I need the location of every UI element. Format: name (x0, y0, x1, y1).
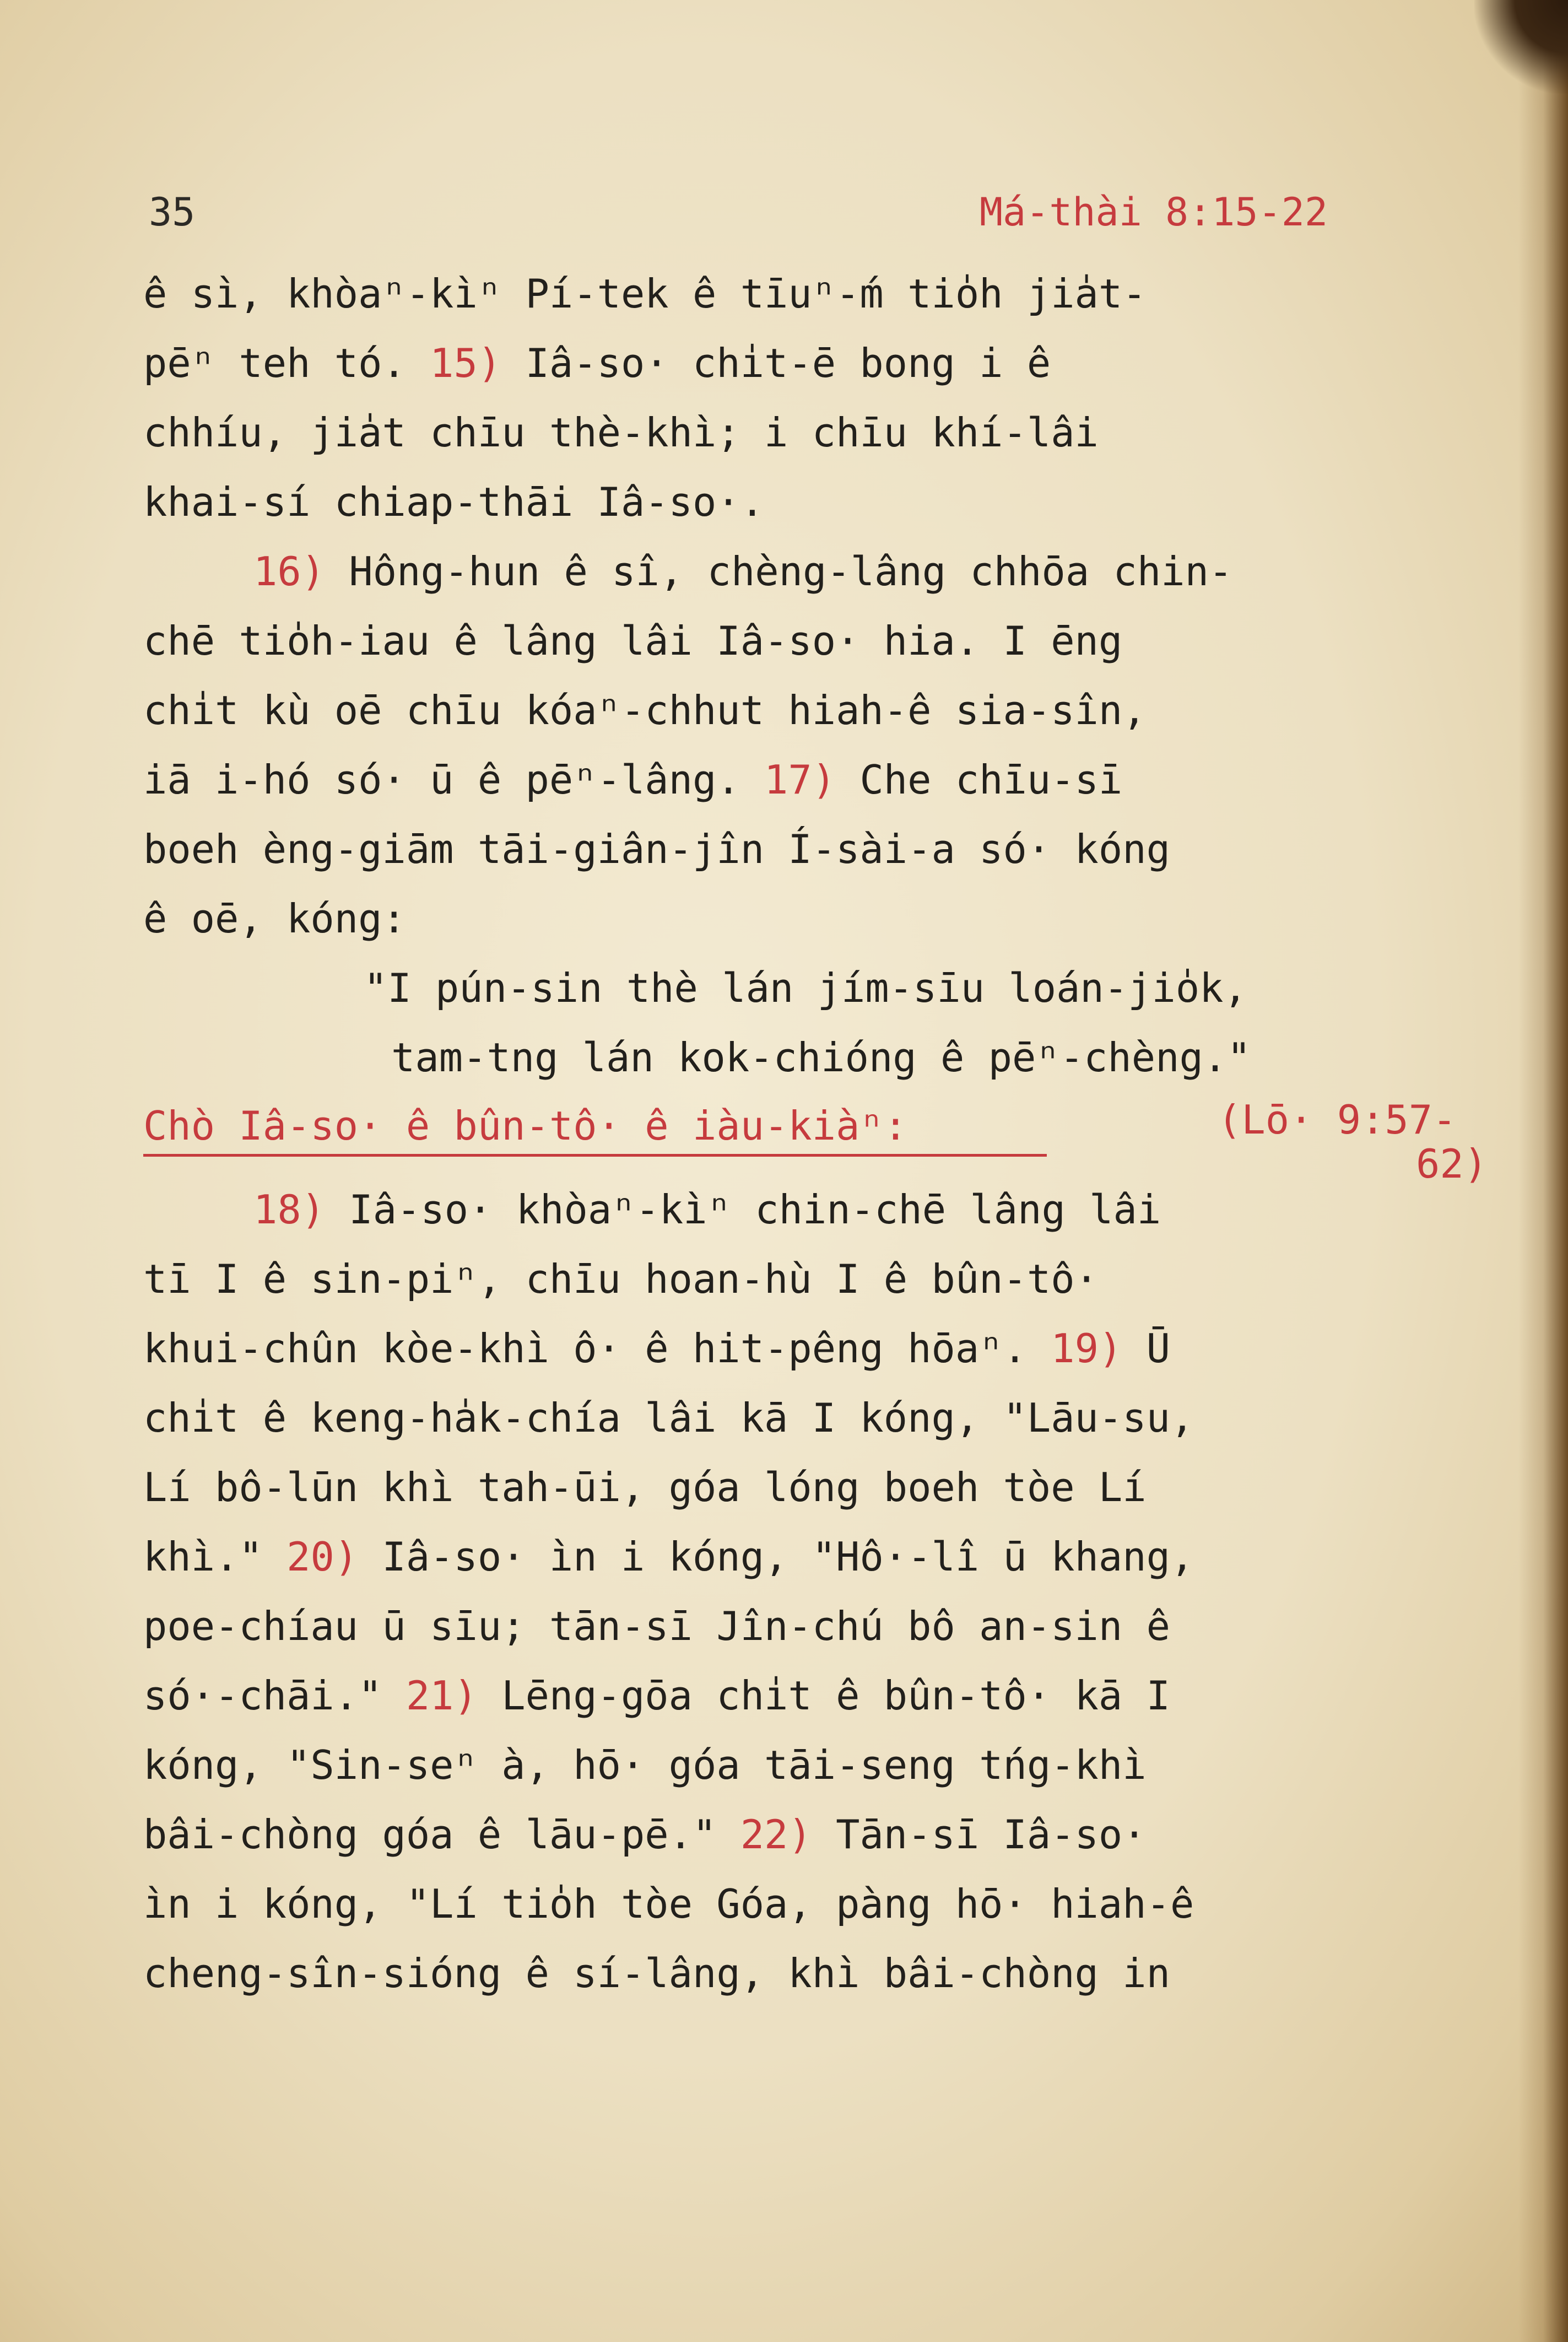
text-line: 18) Iâ-so· khòaⁿ-kìⁿ chin-chē lâng lâi (253, 1186, 1161, 1233)
text-line: chē tio̍h-iau ê lâng lâi Iâ-so· hia. I ēng (143, 618, 1123, 664)
verse-number: 18) (253, 1186, 326, 1233)
text-line: ê sì, khòaⁿ-kìⁿ Pí-tek ê tīuⁿ-ḿ tio̍h jia̍t- (143, 271, 1147, 317)
text-line: iā i-hó só· ū ê pēⁿ-lâng. 17) Che chīu-sī (143, 757, 1123, 803)
verse-number: 17) (764, 757, 836, 803)
cross-reference-continued: 62) (1416, 1141, 1488, 1187)
text-line: pēⁿ teh tó. 15) Iâ-so· chi̍t-ē bong i ê (143, 340, 1051, 386)
cross-reference: (Lō· 9:57- (1218, 1097, 1457, 1143)
verse-number: 22) (740, 1811, 812, 1858)
section-heading (143, 1092, 1488, 1187)
text-line: kóng, "Sin-seⁿ à, hō· góa tāi-seng tńg-khì (143, 1742, 1147, 1788)
running-header (149, 182, 1328, 242)
text-line: tī I ê sin-piⁿ, chīu hoan-hù I ê bûn-tô· (143, 1256, 1099, 1302)
text-line: khai-sí chiap-thāi Iâ-so·. (143, 479, 765, 525)
text-line: chi̍t kù oē chīu kóaⁿ-chhut hiah-ê sia-sîn, (143, 687, 1147, 733)
text-line: só·-chāi." 21) Lēng-gōa chi̍t ê bûn-tô· kā I (143, 1672, 1170, 1719)
body-text (143, 259, 1488, 2008)
verse-number: 16) (253, 548, 326, 595)
page-number: 35 (149, 190, 196, 235)
verse-number: 15) (430, 340, 502, 386)
page-corner-shadow (1474, 0, 1568, 94)
text-line: ê oē, kóng: (143, 895, 406, 942)
verse-number: 19) (1051, 1325, 1123, 1372)
text-line: boeh èng-giām tāi-giân-jîn Í-sài-a só· kóng (143, 826, 1170, 872)
chapter-reference: Má-thài 8:15-22 (979, 190, 1328, 235)
text-line: bâi-chòng góa ê lāu-pē." 22) Tān-sī Iâ-so· (143, 1811, 1147, 1858)
text-line: 16) Hông-hun ê sî, chèng-lâng chhōa chin- (253, 548, 1233, 595)
quote-line: tam-tng lán kok-chióng ê pēⁿ-chèng." (391, 1034, 1251, 1081)
text-line: khì." 20) Iâ-so· ìn i kóng, "Hô·-lî ū khang, (143, 1534, 1194, 1580)
section-title: Chò Iâ-so· ê bûn-tô· ê iàu-kiàⁿ: (143, 1103, 908, 1149)
text-line: poe-chíau ū sīu; tān-sī Jîn-chú bô an-sin ê (143, 1603, 1170, 1649)
text-line: ìn i kóng, "Lí tio̍h tòe Góa, pàng hō· hiah-ê (143, 1881, 1194, 1927)
text-line: chi̍t ê keng-ha̍k-chía lâi kā I kóng, "Lāu-su, (143, 1395, 1194, 1441)
verse-number: 20) (286, 1534, 359, 1580)
text-line: khui-chûn kòe-khì ô· ê hit-pêng hōaⁿ. 19) Ū (143, 1325, 1170, 1372)
text-line: chhíu, jia̍t chīu thè-khì; i chīu khí-lâi (143, 409, 1099, 456)
text-line: cheng-sîn-sióng ê sí-lâng, khì bâi-chòng in (143, 1950, 1170, 1996)
verse-number: 21) (405, 1672, 478, 1719)
quote-line: "I pún-sin thè lán jím-sīu loán-jio̍k, (364, 965, 1247, 1011)
heading-underline (143, 1154, 1047, 1157)
page-edge-shadow (1518, 0, 1568, 2342)
text-line: Lí bô-lūn khì tah-ūi, góa lóng boeh tòe Lí (143, 1464, 1147, 1510)
